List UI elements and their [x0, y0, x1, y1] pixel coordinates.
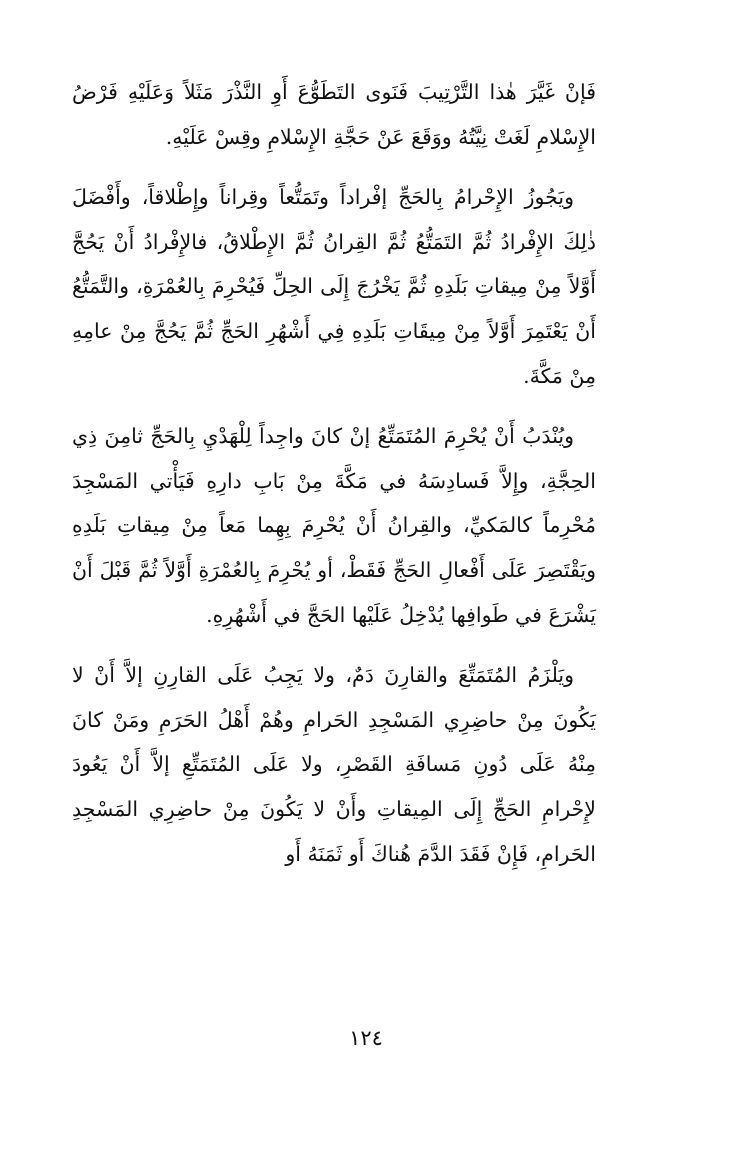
paragraph-4: ويَلْزَمُ المُتَمَتِّعَ والقارِنَ دَمٌ، ولا يَجِبُ عَلَى القارِنِ إلاَّ أَنْ لا يَكُونَ مِنْ حاضِرِي المَسْجِدِ الحَرامِ وهُمْ أَهْلُ الحَرَمِ ومَنْ كانَ مِنْهُ عَلَى دُونِ مَسافَةِ القَصْرِ، ولا عَلَى المُتَمَتِّعِ إلاَّ أَنْ يَعُودَ لإِحْرامِ الحَجِّ إِلَى المِيقاتِ وأَنْ لا يَكُونَ مِنْ حاضِرِي المَسْجِدِ الحَرامِ، فَإِنْ فَقَدَ الدَّمَ هُناكَ أَو ثَمَنَهُ أَو [72, 663, 596, 866]
text-block [72, 70, 596, 892]
paragraph-3: ويُنْدَبُ أَنْ يُحْرِمَ المُتَمَتِّعُ إنْ كانَ واجِداً لِلْهَدْيِ بِالحَجِّ ثامِنَ ذِي الحِجَّةِ، وإِلاَّ فَسادِسَهُ في مَكَّةَ مِنْ بَابِ دارِهِ فَيَأْتي المَسْجِدَ مُحْرِماً كالمَكيِّ، والقِرانُ أَنْ يُحْرِمَ بِهِما مَعاً مِنْ مِيقاتِ بَلَدِهِ ويَقْتَصِرَ عَلَى أَفْعالِ الحَجِّ فَقَطْ، أو يُحْرِمَ بِالعُمْرَةِ أَوَّلاً ثُمَّ قَبْلَ أَنْ يَشْرَعَ في طَوافِها يُدْخِلُ عَلَيْها الحَجَّ في أَشْهُرِهِ. [72, 424, 596, 627]
page-number: ١٢٤ [349, 1026, 383, 1050]
paragraph-1: فَإنْ غَيَّرَ هٰذا التَّرْتِيبَ فَنَوى التَطَوُّعَ أَوِ النَّذْرَ مَثَلاً وَعَلَيْهِ فَرْضُ الإِسْلامِ لَغَتْ نِيَّتُهُ ووَقَعَ عَنْ حَجَّةِ الإِسْلامِ وقِسْ عَلَيْهِ. [72, 80, 596, 149]
paragraph-2: ويَجُوزُ الإِحْرامُ بِالحَجِّ إفْراداً وتَمَتُّعاً وقِراناً وإِطْلاقاً، وأَفْضَلَ ذٰلِكَ الإِفْرادُ ثُمَّ التَمَتُّعُ ثُمَّ القِرانُ ثُمَّ الإِطْلاقُ، فالإِفْرادُ أَنْ يَحُجَّ أَوَّلاً مِنْ مِيقاتِ بَلَدِهِ ثُمَّ يَخْرُجَ إِلَى الحِلِّ فَيُحْرِمَ بِالعُمْرَةِ، والتَّمَتُّعُ أَنْ يَعْتَمِرَ أَوَّلاً مِنْ مِيقَاتِ بَلَدِهِ فِي أَشْهُرِ الحَجِّ ثُمَّ يَحُجَّ مِنْ عامِهِ مِنْ مَكَّةَ. [72, 185, 596, 388]
